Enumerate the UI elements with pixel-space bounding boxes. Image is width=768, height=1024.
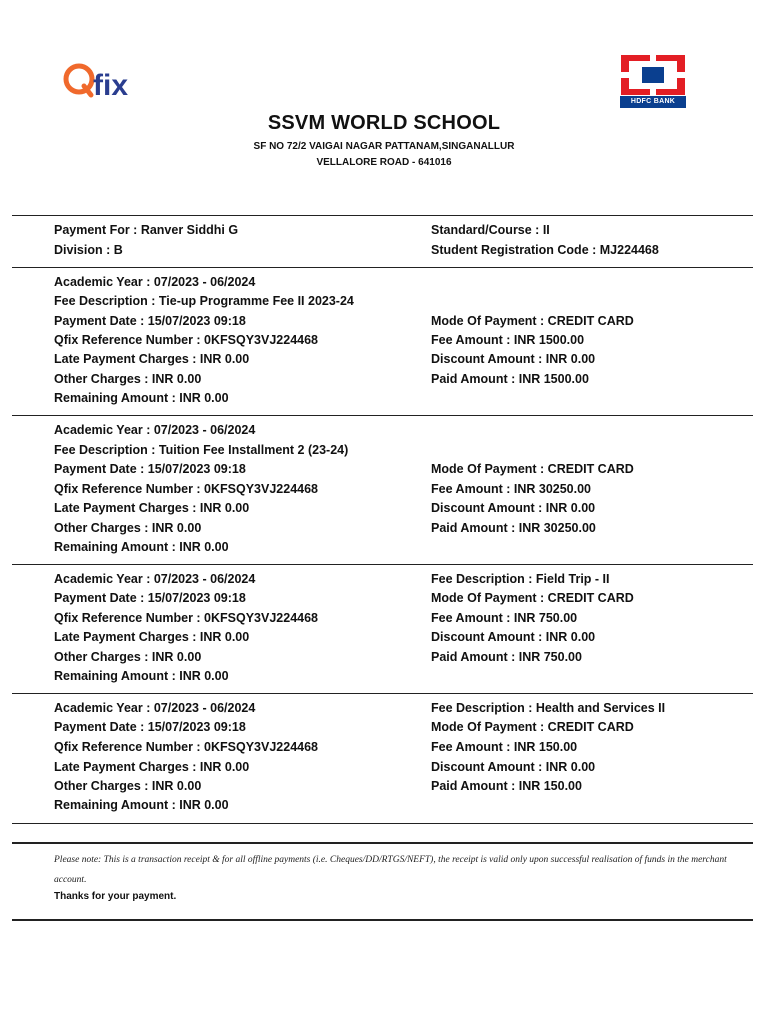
divider <box>12 564 753 565</box>
school-address-line2: VELLALORE ROAD - 641016 <box>316 157 452 168</box>
receipt-note: Please note: This is a transaction receipt & for all offline payments (i.e. Cheques/DD/RTGS/NEFT), the receipt is valid only upon successful realisation of funds in the merchant account. <box>54 855 727 885</box>
fee-amount: Fee Amount : INR 1500.00 <box>431 333 585 347</box>
late-payment-charges: Late Payment Charges : INR 0.00 <box>54 501 250 515</box>
late-payment-charges: Late Payment Charges : INR 0.00 <box>54 630 250 644</box>
payment-date: Payment Date : 15/07/2023 09:18 <box>54 591 246 605</box>
other-charges: Other Charges : INR 0.00 <box>54 372 202 386</box>
fee-amount: Fee Amount : INR 30250.00 <box>431 482 592 496</box>
divider <box>12 823 753 824</box>
division: Division : B <box>54 243 123 257</box>
fee-amount: Fee Amount : INR 150.00 <box>431 740 578 754</box>
hdfc-bank-logo <box>620 54 686 108</box>
payment-date: Payment Date : 15/07/2023 09:18 <box>54 314 246 328</box>
school-name: SSVM WORLD SCHOOL <box>267 112 501 134</box>
divider <box>12 415 753 416</box>
qfix-logo <box>62 60 142 102</box>
divider <box>12 842 753 844</box>
other-charges: Other Charges : INR 0.00 <box>54 521 202 535</box>
academic-year: Academic Year : 07/2023 - 06/2024 <box>54 275 256 289</box>
mode-of-payment: Mode Of Payment : CREDIT CARD <box>431 720 634 734</box>
late-payment-charges: Late Payment Charges : INR 0.00 <box>54 352 250 366</box>
discount-amount: Discount Amount : INR 0.00 <box>431 501 596 515</box>
remaining-amount: Remaining Amount : INR 0.00 <box>54 391 229 405</box>
reference-number: Qfix Reference Number : 0KFSQY3VJ224468 <box>54 611 319 625</box>
reference-number: Qfix Reference Number : 0KFSQY3VJ224468 <box>54 482 319 496</box>
paid-amount: Paid Amount : INR 1500.00 <box>431 372 589 386</box>
registration-code: Student Registration Code : MJ224468 <box>431 243 659 257</box>
payment-for: Payment For : Ranver Siddhi G <box>54 223 239 237</box>
discount-amount: Discount Amount : INR 0.00 <box>431 760 596 774</box>
payment-date: Payment Date : 15/07/2023 09:18 <box>54 462 246 476</box>
academic-year: Academic Year : 07/2023 - 06/2024 <box>54 701 256 715</box>
mode-of-payment: Mode Of Payment : CREDIT CARD <box>431 591 634 605</box>
discount-amount: Discount Amount : INR 0.00 <box>431 630 596 644</box>
fee-description: Fee Description : Tie-up Programme Fee II 2023-24 <box>54 294 354 308</box>
svg-text:fix: fix <box>93 69 129 102</box>
mode-of-payment: Mode Of Payment : CREDIT CARD <box>431 314 634 328</box>
fee-description: Fee Description : Health and Services II <box>431 701 666 715</box>
discount-amount: Discount Amount : INR 0.00 <box>431 352 596 366</box>
school-address-line1: SF NO 72/2 VAIGAI NAGAR PATTANAM,SINGANALLUR <box>253 141 515 152</box>
fee-amount: Fee Amount : INR 750.00 <box>431 611 578 625</box>
thanks-message: Thanks for your payment. <box>54 891 177 902</box>
reference-number: Qfix Reference Number : 0KFSQY3VJ224468 <box>54 333 319 347</box>
divider <box>12 267 753 268</box>
other-charges: Other Charges : INR 0.00 <box>54 650 202 664</box>
mode-of-payment: Mode Of Payment : CREDIT CARD <box>431 462 634 476</box>
hdfc-bank-text: HDFC BANK <box>620 96 686 108</box>
remaining-amount: Remaining Amount : INR 0.00 <box>54 540 229 554</box>
other-charges: Other Charges : INR 0.00 <box>54 779 202 793</box>
fee-description: Fee Description : Field Trip - II <box>431 572 610 586</box>
paid-amount: Paid Amount : INR 150.00 <box>431 779 582 793</box>
divider <box>12 215 753 216</box>
late-payment-charges: Late Payment Charges : INR 0.00 <box>54 760 250 774</box>
standard-course: Standard/Course : II <box>431 223 550 237</box>
divider <box>12 919 753 921</box>
academic-year: Academic Year : 07/2023 - 06/2024 <box>54 423 256 437</box>
remaining-amount: Remaining Amount : INR 0.00 <box>54 669 229 683</box>
academic-year: Academic Year : 07/2023 - 06/2024 <box>54 572 256 586</box>
paid-amount: Paid Amount : INR 750.00 <box>431 650 582 664</box>
hdfc-mark-icon <box>620 54 686 96</box>
fee-description: Fee Description : Tuition Fee Installment 2 (23-24) <box>54 443 349 457</box>
divider <box>12 693 753 694</box>
reference-number: Qfix Reference Number : 0KFSQY3VJ224468 <box>54 740 319 754</box>
paid-amount: Paid Amount : INR 30250.00 <box>431 521 596 535</box>
remaining-amount: Remaining Amount : INR 0.00 <box>54 798 229 812</box>
payment-date: Payment Date : 15/07/2023 09:18 <box>54 720 246 734</box>
